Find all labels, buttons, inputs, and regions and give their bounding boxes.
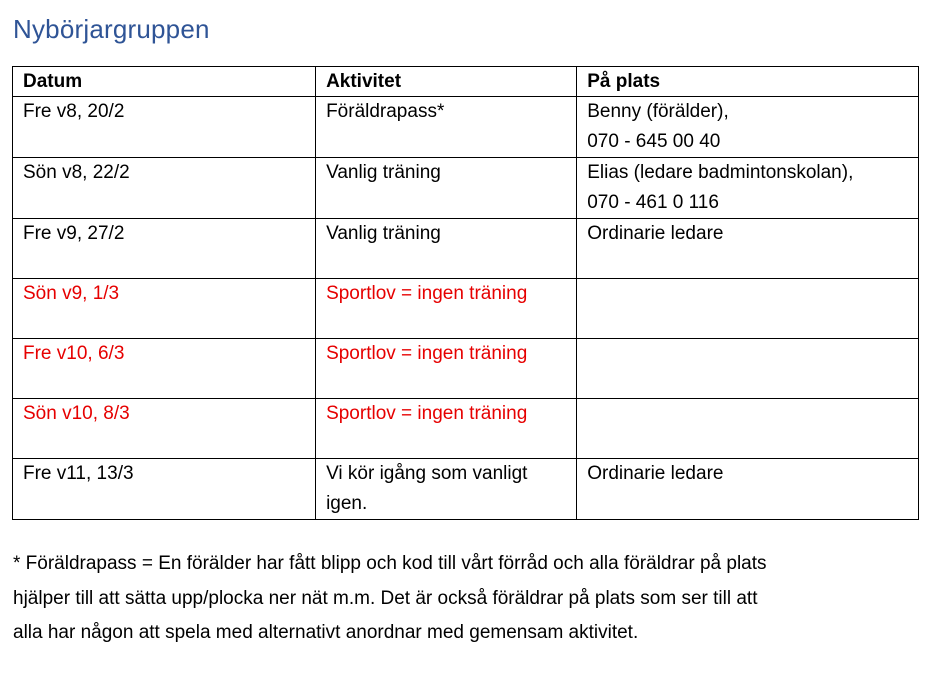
header-activity: Aktivitet xyxy=(316,67,577,97)
place-line: Benny (förälder), xyxy=(587,101,729,122)
cell-place xyxy=(577,459,919,520)
cell-activity xyxy=(316,459,577,520)
header-place: På plats xyxy=(577,67,919,97)
cell-place xyxy=(577,279,919,339)
header-date: Datum xyxy=(13,67,316,97)
place-line: 070 - 461 0 116 xyxy=(587,192,719,213)
cell-place xyxy=(577,339,919,399)
cell-date: Fre v9, 27/2 xyxy=(13,219,316,279)
footnote-line: alla har någon att spela med alternativt anordnar med gemensam aktivitet. xyxy=(13,622,639,643)
cell-date: Fre v8, 20/2 xyxy=(13,97,316,158)
cell-date: Fre v11, 13/3 xyxy=(13,459,316,520)
footnote-line: * Föräldrapass = En förälder har fått blipp och kod till vårt förråd och alla föräldrar på plats xyxy=(13,553,767,574)
cell-date: Sön v9, 1/3 xyxy=(13,279,316,339)
table-row xyxy=(13,97,919,158)
cell-activity: Sportlov = ingen träning xyxy=(316,279,577,339)
cell-place xyxy=(577,399,919,459)
cell-activity: Föräldrapass* xyxy=(316,97,577,158)
page-heading: Nybörjargruppen xyxy=(13,14,210,44)
table-header-row xyxy=(13,67,919,97)
table-row xyxy=(13,219,919,279)
cell-activity: Sportlov = ingen träning xyxy=(316,399,577,459)
cell-place xyxy=(577,158,919,219)
schedule-table xyxy=(12,66,919,520)
footnote xyxy=(13,547,913,651)
cell-date: Sön v8, 22/2 xyxy=(13,158,316,219)
cell-date: Sön v10, 8/3 xyxy=(13,399,316,459)
table-row xyxy=(13,158,919,219)
cell-activity: Vanlig träning xyxy=(316,158,577,219)
cell-place xyxy=(577,219,919,279)
table-row xyxy=(13,279,919,339)
cell-activity: Sportlov = ingen träning xyxy=(316,339,577,399)
footnote-line: hjälper till att sätta upp/plocka ner nät m.m. Det är också föräldrar på plats som ser till att xyxy=(13,587,758,609)
cell-place xyxy=(577,97,919,158)
place-line: Ordinarie ledare xyxy=(587,223,724,244)
place-line: 070 - 645 00 40 xyxy=(587,131,721,152)
place-line: Ordinarie ledare xyxy=(587,463,724,484)
cell-activity: Vanlig träning xyxy=(316,219,577,279)
place-line: Elias (ledare badmintonskolan), xyxy=(587,162,854,183)
activity-line: igen. xyxy=(326,493,368,514)
cell-date: Fre v10, 6/3 xyxy=(13,339,316,399)
table-row xyxy=(13,459,919,520)
activity-line: Vi kör igång som vanligt xyxy=(326,463,528,484)
table-row xyxy=(13,339,919,399)
table-row xyxy=(13,399,919,459)
